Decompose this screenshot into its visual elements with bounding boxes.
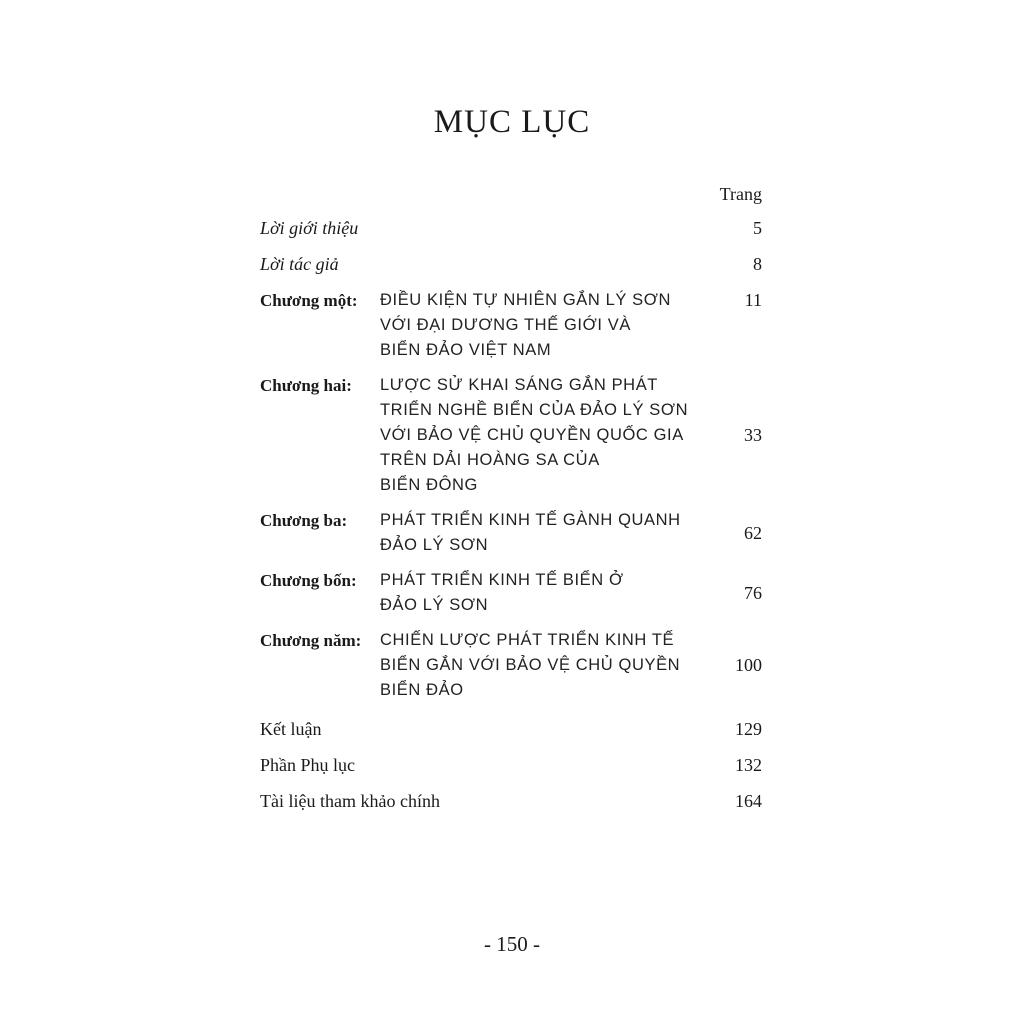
page-title: MỤC LỤC <box>433 104 591 140</box>
toc-entry-label: Lời giới thiệu <box>260 218 359 238</box>
chapter-title-line: BIỂN GẮN VỚI BẢO VỆ CHỦ QUYỀN <box>380 656 681 674</box>
chapter-title <box>380 288 702 363</box>
toc-chapter-3[interactable] <box>260 508 762 558</box>
toc-chapter-5[interactable] <box>260 628 762 703</box>
chapter-page: 76 <box>744 582 762 603</box>
chapter-label: Chương một: <box>260 291 358 310</box>
chapter-page: 11 <box>744 290 762 310</box>
toc-entry-page: 164 <box>735 791 762 811</box>
chapter-title-line: BIỂN ĐẢO VIỆT NAM <box>380 341 552 359</box>
toc-entry-label: Lời tác giả <box>260 254 339 274</box>
toc-entry-page: 132 <box>735 755 762 775</box>
chapter-title-line: BIỂN ĐÔNG <box>380 476 478 494</box>
chapter-title-line: ĐẢO LÝ SƠN <box>380 596 489 614</box>
chapter-label: Chương hai: <box>260 376 352 395</box>
chapter-title-line: CHIẾN LƯỢC PHÁT TRIỂN KINH TẾ <box>380 631 675 649</box>
chapter-title-line: PHÁT TRIỂN KINH TẾ GÀNH QUANH <box>380 511 681 529</box>
chapter-title-line: VỚI ĐẠI DƯƠNG THẾ GIỚI VÀ <box>380 316 631 334</box>
page-number: - 150 - <box>484 932 540 956</box>
toc-entry-conclusion[interactable] <box>260 711 762 747</box>
chapter-page: 33 <box>744 425 762 445</box>
table-of-contents <box>260 178 762 819</box>
chapter-title-line: LƯỢC SỬ KHAI SÁNG GẮN PHÁT <box>380 376 658 394</box>
toc-entry-label: Tài liệu tham khảo chính <box>260 791 440 811</box>
chapter-title <box>380 568 702 618</box>
chapter-title-line: VỚI BẢO VỆ CHỦ QUYỀN QUỐC GIA <box>380 426 684 444</box>
toc-chapter-4[interactable] <box>260 568 762 618</box>
toc-entry-label: Phần Phụ lục <box>260 755 356 775</box>
toc-entry-page: 8 <box>753 254 762 274</box>
toc-entry-label: Kết luận <box>260 719 322 739</box>
page-column-header: Trang <box>719 184 762 204</box>
chapter-title <box>380 628 702 703</box>
toc-chapter-1[interactable] <box>260 288 762 363</box>
chapter-label: Chương ba: <box>260 511 348 530</box>
chapter-label: Chương năm: <box>260 631 362 650</box>
chapter-title-line: TRÊN DẢI HOÀNG SA CỦA <box>380 451 600 469</box>
toc-chapter-2[interactable] <box>260 373 762 498</box>
chapter-title-line: BIỂN ĐẢO <box>380 681 464 699</box>
toc-entry-preface[interactable] <box>260 210 762 246</box>
chapter-page: 100 <box>735 655 762 675</box>
chapter-page: 62 <box>744 522 762 543</box>
chapter-title-line: PHÁT TRIỂN KINH TẾ BIỂN Ở <box>380 571 624 589</box>
toc-entry-page: 5 <box>753 218 762 238</box>
chapter-title-line: ĐẢO LÝ SƠN <box>380 536 489 554</box>
toc-entry-author-note[interactable] <box>260 246 762 282</box>
toc-entry-references[interactable] <box>260 783 762 819</box>
toc-entry-page: 129 <box>735 719 762 739</box>
chapter-title-line: TRIỂN NGHỀ BIỂN CỦA ĐẢO LÝ SƠN <box>380 401 689 419</box>
toc-entry-appendix[interactable] <box>260 747 762 783</box>
chapter-label: Chương bốn: <box>260 571 357 590</box>
chapter-title <box>380 508 702 558</box>
chapter-title-line: ĐIỀU KIỆN TỰ NHIÊN GẮN LÝ SƠN <box>380 291 672 309</box>
chapter-title <box>380 373 702 498</box>
